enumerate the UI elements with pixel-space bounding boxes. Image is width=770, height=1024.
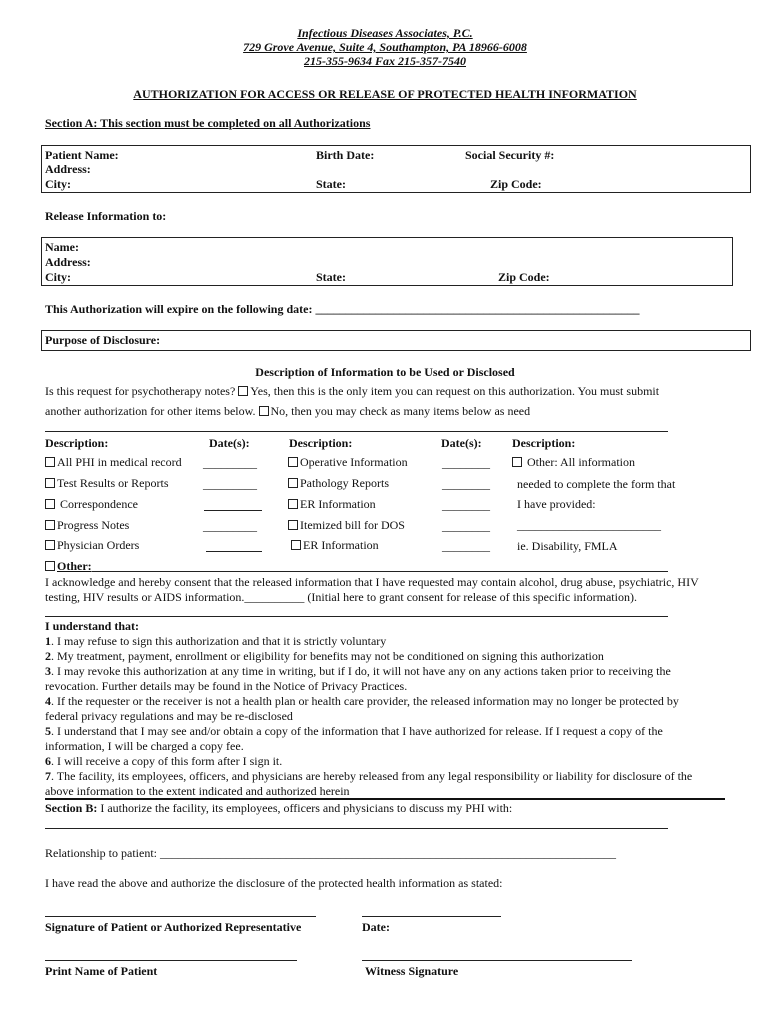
- psychotherapy-question: [45, 384, 659, 399]
- col3-line-3[interactable]: ________________________: [517, 518, 661, 532]
- checkbox[interactable]: [512, 457, 522, 467]
- item-er-info-2[interactable]: [291, 538, 379, 553]
- col1-desc-header: Description:: [45, 436, 109, 450]
- release-title: Release Information to:: [45, 209, 167, 223]
- signature-label: Signature of Patient or Authorized Representative: [45, 920, 302, 934]
- patient-state-label[interactable]: State:: [316, 177, 346, 191]
- understand-item: 5. I understand that I may see and/or obtain a copy of the information that I have authorized for release. If I request a copy of the information, I will be charged a copy fee.: [45, 724, 663, 753]
- col3-line-2: I have provided:: [517, 497, 596, 511]
- item-label: ER Information: [303, 538, 379, 552]
- understand-item: 2. My treatment, payment, enrollment or eligibility for benefits may not be conditioned on signing this authorization: [45, 649, 604, 663]
- checkbox[interactable]: [45, 478, 55, 488]
- item-other-all[interactable]: [512, 455, 635, 470]
- psychotherapy-question-2: [45, 404, 530, 419]
- divider-line-2: [45, 616, 668, 617]
- psych-question-text: Is this request for psychotherapy notes?: [45, 384, 236, 398]
- date-blank[interactable]: ________: [442, 519, 490, 533]
- psych-no-text: No, then you may check as many items below as need: [270, 404, 531, 418]
- relationship-field[interactable]: Relationship to patient: ____________________________________________________________________________: [45, 846, 616, 860]
- consent-paragraph: I acknowledge and hereby consent that the released information that I have requested may contain alcohol, drug abuse, psychiatric, HIV testing, HIV results or AIDS information.__________ (Initial here to grant consent for release of this specific information).: [45, 575, 699, 604]
- date-blank[interactable]: ________: [442, 456, 490, 470]
- col3-line-1: needed to complete the form that: [517, 477, 676, 491]
- release-state-label[interactable]: State:: [316, 270, 346, 284]
- checkbox[interactable]: [288, 499, 298, 509]
- checkbox[interactable]: [288, 478, 298, 488]
- item-pathology[interactable]: [288, 476, 389, 491]
- item-label: Physician Orders: [57, 538, 140, 552]
- understand-list: [45, 634, 715, 799]
- release-city-label[interactable]: City:: [45, 270, 71, 284]
- understand-item: 1. I may refuse to sign this authorization and that it is strictly voluntary: [45, 634, 387, 648]
- description-title: Description of Information to be Used or Disclosed: [255, 365, 515, 379]
- date-line[interactable]: [206, 551, 262, 552]
- divider-line: [45, 431, 668, 432]
- date-blank[interactable]: ________: [442, 539, 490, 553]
- item-label: Test Results or Reports: [57, 476, 169, 490]
- date-label: Date:: [362, 920, 390, 934]
- read-statement: I have read the above and authorize the disclosure of the protected health information as stated:: [45, 876, 503, 890]
- understand-item: 6. I will receive a copy of this form after I sign it.: [45, 754, 283, 768]
- release-name-label[interactable]: Name:: [45, 240, 79, 254]
- psych-yes-checkbox[interactable]: [238, 386, 248, 396]
- item-label: Operative Information: [300, 455, 408, 469]
- col3-line-4: ie. Disability, FMLA: [517, 539, 618, 553]
- item-all-phi[interactable]: [45, 455, 182, 470]
- patient-name-label[interactable]: Patient Name:: [45, 148, 119, 162]
- checkbox[interactable]: [288, 457, 298, 467]
- other-label: Other:: [57, 559, 92, 573]
- col3-desc-header: Description:: [512, 436, 576, 450]
- checkbox[interactable]: [45, 499, 55, 509]
- checkbox[interactable]: [288, 520, 298, 530]
- patient-info-box: [41, 145, 751, 193]
- practice-phone-fax: 215-355-9634 Fax 215-357-7540: [304, 54, 466, 68]
- purpose-label: Purpose of Disclosure:: [45, 333, 161, 347]
- psych-question-text-2: another authorization for other items below.: [45, 404, 256, 418]
- item-label: Correspondence: [60, 497, 138, 511]
- patient-city-label[interactable]: City:: [45, 177, 71, 191]
- understand-item: 4. If the requester or the receiver is not a health plan or health care provider, the released information may no longer be protected by federal privacy regulations and may be re-disclosed: [45, 694, 679, 723]
- practice-address: 729 Grove Avenue, Suite 4, Southampton, PA 18966-6008: [243, 40, 527, 54]
- col1-dates-header: Date(s):: [209, 436, 250, 450]
- understand-item: 7. The facility, its employees, officers, and physicians are hereby released from any legal responsibility or liability for disclosure of the above information to the extent indicated and authorized herein: [45, 769, 693, 798]
- date-blank[interactable]: _________: [203, 477, 257, 491]
- psych-no-checkbox[interactable]: [259, 406, 269, 416]
- date-blank[interactable]: ________: [442, 498, 490, 512]
- section-b-text: I authorize the facility, its employees, officers and physicians to discuss my PHI with:: [97, 801, 513, 815]
- checkbox[interactable]: [45, 540, 55, 550]
- other-line[interactable]: [92, 571, 668, 572]
- understand-item: 3. I may revoke this authorization at any time in writing, but if I do, it will not have any on any actions taken prior to receiving the revocation. Further details may be found in the Notice of Privacy Practices.: [45, 664, 671, 693]
- patient-zip-label[interactable]: Zip Code:: [490, 177, 542, 191]
- item-label: Progress Notes: [57, 518, 130, 532]
- item-operative-info[interactable]: [288, 455, 408, 470]
- item-other[interactable]: [45, 559, 92, 574]
- item-test-results[interactable]: [45, 476, 169, 491]
- witness-line[interactable]: [362, 960, 632, 961]
- section-b-divider: [45, 798, 725, 800]
- section-b-line: [45, 801, 512, 816]
- release-zip-label[interactable]: Zip Code:: [498, 270, 550, 284]
- item-label: ER Information: [300, 497, 376, 511]
- checkbox[interactable]: [45, 520, 55, 530]
- release-address-label[interactable]: Address:: [45, 255, 91, 269]
- practice-name: Infectious Diseases Associates, P.C.: [297, 26, 473, 40]
- checkbox[interactable]: [45, 561, 55, 571]
- understand-title: I understand that:: [45, 619, 140, 633]
- birth-date-label[interactable]: Birth Date:: [316, 148, 375, 162]
- section-b-label: Section B:: [45, 801, 98, 815]
- release-info-box: [41, 237, 733, 286]
- checkbox[interactable]: [291, 540, 301, 550]
- item-er-info[interactable]: [288, 497, 376, 512]
- form-title: AUTHORIZATION FOR ACCESS OR RELEASE OF PROTECTED HEALTH INFORMATION: [133, 87, 637, 101]
- item-label: Other: All information: [527, 455, 635, 469]
- witness-label: Witness Signature: [365, 964, 459, 978]
- signature-line[interactable]: [45, 916, 316, 917]
- item-label: All PHI in medical record: [57, 455, 182, 469]
- date-line[interactable]: [204, 510, 262, 511]
- date-blank[interactable]: _________: [203, 519, 257, 533]
- patient-address-label[interactable]: Address:: [45, 162, 91, 176]
- item-label: Itemized bill for DOS: [300, 518, 405, 532]
- psych-yes-text: Yes, then this is the only item you can request on this authorization. You must submit: [250, 384, 660, 398]
- col2-dates-header: Date(s):: [441, 436, 482, 450]
- ssn-label[interactable]: Social Security #:: [465, 148, 555, 162]
- item-physician-orders[interactable]: [45, 538, 139, 553]
- date-blank[interactable]: _________: [203, 456, 257, 470]
- discuss-with-line[interactable]: [45, 828, 668, 829]
- item-label: Pathology Reports: [300, 476, 389, 490]
- date-signature-line[interactable]: [362, 916, 501, 917]
- section-a-title: Section A: This section must be completed on all Authorizations: [45, 116, 371, 130]
- item-itemized-bill[interactable]: [288, 518, 405, 533]
- print-name-label: Print Name of Patient: [45, 964, 158, 978]
- col2-desc-header: Description:: [289, 436, 353, 450]
- item-correspondence[interactable]: [45, 497, 138, 512]
- expiration-field[interactable]: This Authorization will expire on the following date: ______________________________________________________: [45, 302, 640, 316]
- print-name-line[interactable]: [45, 960, 297, 961]
- checkbox[interactable]: [45, 457, 55, 467]
- date-blank[interactable]: ________: [442, 477, 490, 491]
- item-progress-notes[interactable]: [45, 518, 129, 533]
